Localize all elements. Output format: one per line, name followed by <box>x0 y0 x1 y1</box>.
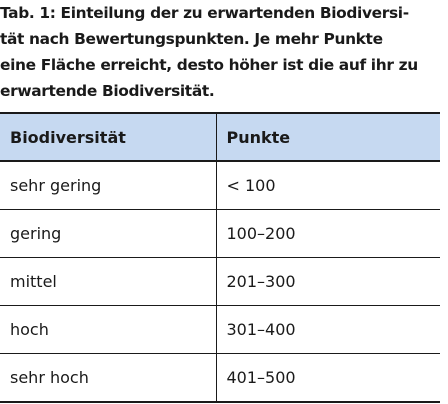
table-row <box>0 210 440 258</box>
biodiversity-cell: sehr hoch <box>0 354 216 403</box>
points-cell: 401–500 <box>216 354 440 403</box>
points-cell: 201–300 <box>216 258 440 306</box>
caption-line: Tab. 1: Einteilung der zu erwartenden Biodiversi- <box>0 4 409 22</box>
biodiversity-cell: sehr gering <box>0 161 216 210</box>
column-header-points: Punkte <box>216 113 440 161</box>
biodiversity-cell: gering <box>0 210 216 258</box>
table-caption <box>0 0 448 104</box>
table-header-row <box>0 113 440 161</box>
biodiversity-cell: mittel <box>0 258 216 306</box>
column-header-biodiversity: Biodiversität <box>0 113 216 161</box>
caption-line: tät nach Bewertungspunkten. Je mehr Punkte <box>0 30 383 48</box>
points-cell: < 100 <box>216 161 440 210</box>
biodiversity-table <box>0 112 440 403</box>
points-cell: 100–200 <box>216 210 440 258</box>
table-row <box>0 306 440 354</box>
points-cell: 301–400 <box>216 306 440 354</box>
biodiversity-cell: hoch <box>0 306 216 354</box>
table-row <box>0 258 440 306</box>
table-row <box>0 354 440 403</box>
caption-line: eine Fläche erreicht, desto höher ist die auf ihr zu <box>0 56 418 74</box>
table-row <box>0 161 440 210</box>
caption-line: erwartende Biodiversität. <box>0 82 215 100</box>
